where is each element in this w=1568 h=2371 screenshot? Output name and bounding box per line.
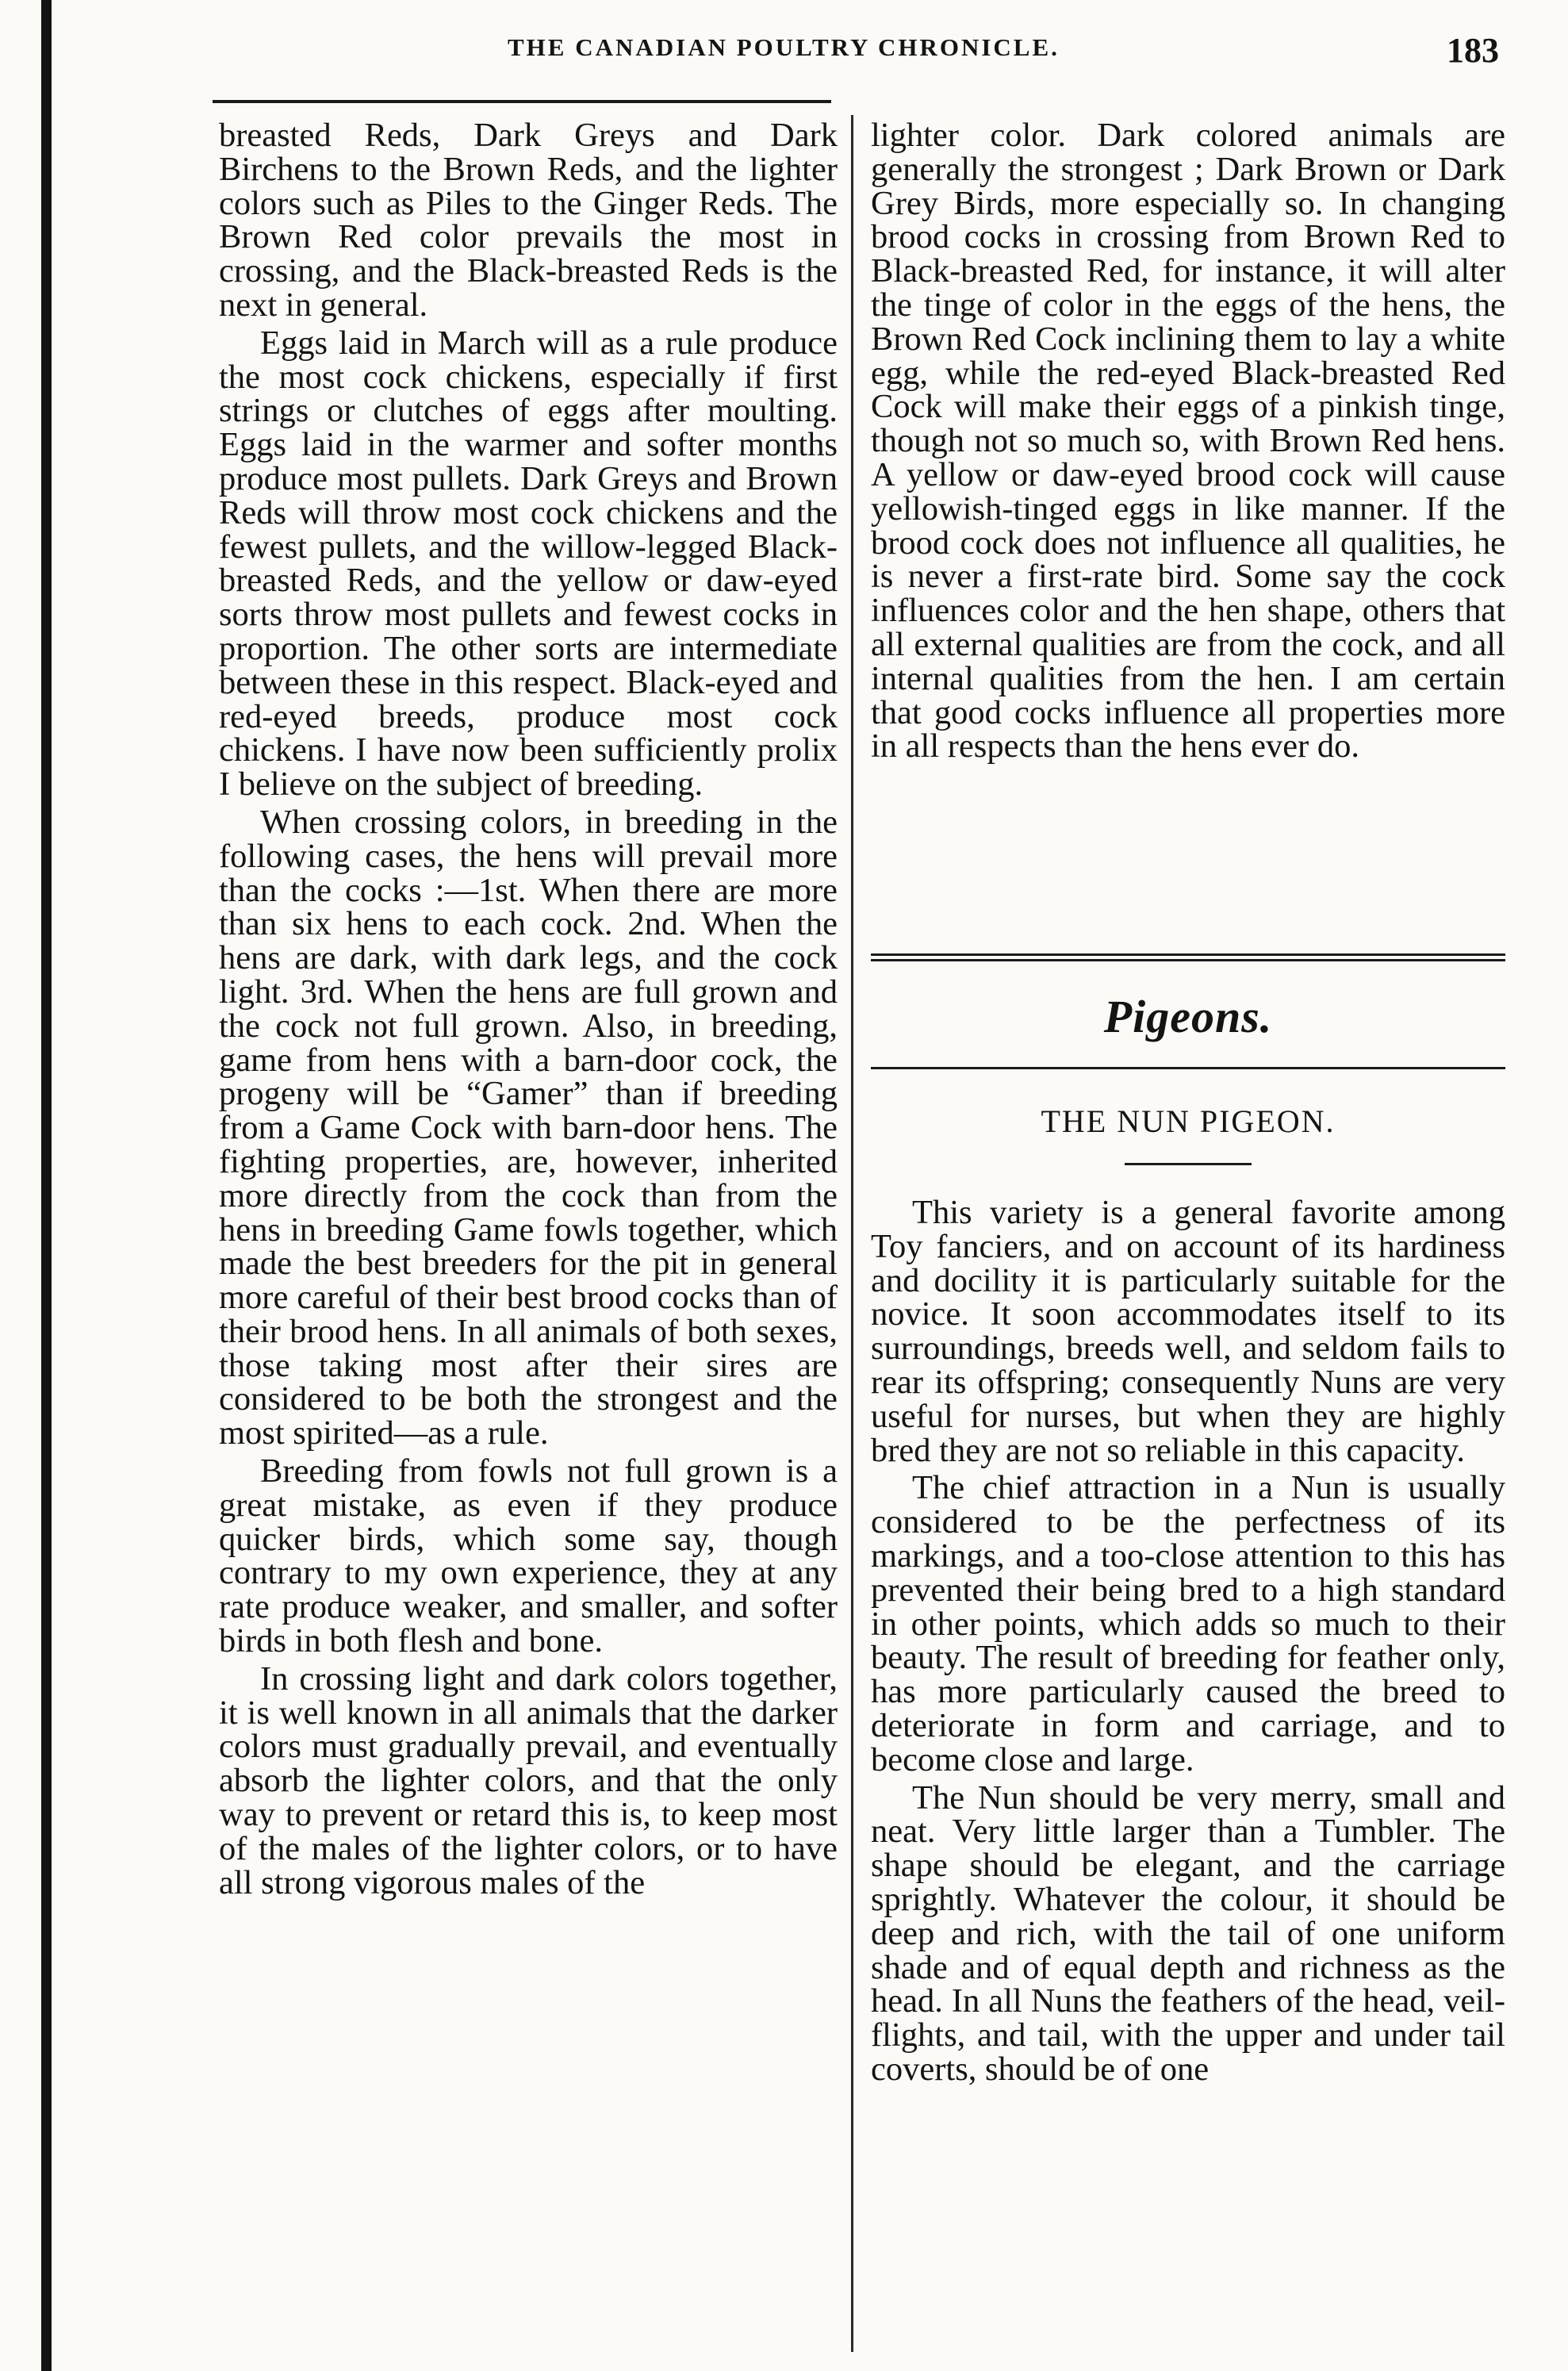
paragraph: The chief attraction in a Nun is usually considered to be the perfectness of its markings, and a too-close attention to this has prevented their being bred to a high standard in other points, which adds so much to their beauty. The result of breeding for feather only, has more particularly caused the breed to deteriorate in form and carriage, and to become close and large. [871,1469,1505,1778]
section-rule [871,1067,1505,1069]
paragraph: In crossing light and dark colors together, it is well known in all animals that the darker colors must gradually prevail, and eventually absorb the lighter colors, and that the only way to prevent or retard this is, to keep most of the males of the lighter colors, or to have all strong vigorous males of the [219,1659,838,1901]
paragraph: Breeding from fowls not full grown is a great mistake, as even if they produce quicker birds, which some say, though contrary to my own experience, they at any rate produce weaker, and smaller, and softer birds in both flesh and bone. [219,1452,838,1660]
left-column [219,119,838,1900]
right-column-top [871,119,1505,764]
section-double-rule [871,953,1505,961]
paragraph: Eggs laid in March will as a rule produce the most cock chickens, especially if first strings or clutches of eggs after moulting. Eggs laid in the warmer and softer months produce most pullets. Dark Greys and Brown Reds will throw most cock chickens and the fewest pullets, and the willow-legged Black-breasted Reds, and the yellow or daw-eyed sorts throw most pullets and fewest cocks in proportion. The other sorts are intermediate between these in this respect. Black-eyed and red-eyed breeds, produce most cock chickens. I have now been sufficiently prolix I believe on the subject of breeding. [219,324,838,804]
masthead: THE CANADIAN POULTRY CHRONICLE. [508,33,1060,61]
header-rule [213,100,831,103]
paragraph: breasted Reds, Dark Greys and Dark Birchens to the Brown Reds, and the lighter colors such as Piles to the Ginger Reds. The Brown Red color prevails the most in crossing, and the Black-breasted Reds is the next in general. [219,117,838,324]
paragraph: When crossing colors, in breeding in the following cases, the hens will prevail more than the cocks :—1st. When there are more than six hens to each cock. 2nd. When the hens are dark, with dark legs, and the cock light. 3rd. When the hens are full grown and the cock not full grown. Also, in breeding, game from hens with a barn-door cock, the progeny will be “Gamer” than if breeding from a Game Cock with barn-door hens. The fighting properties, are, however, inherited more directly from the cock than from the hens in breeding Game fowls together, which made the best breeders for the pit in general more careful of their best brood cocks than of their brood hens. In all animals of both sexes, those taking most after their sires are considered to be both the strongest and the most spirited—as a rule. [219,803,838,1452]
page-header [508,30,1499,78]
column-divider [851,115,853,2352]
paragraph: lighter color. Dark colored animals are generally the strongest ; Dark Brown or Dark Grey Birds, more especially so. In changing brood cocks in crossing from Brown Red to Black-breasted Red, for instance, it will alter the tinge of color in the eggs of the hens, the Brown Red Cock inclining them to lay a white egg, while the red-eyed Black-breasted Red Cock will make their eggs of a pinkish tinge, though not so much so, with Brown Red hens. A yellow or daw-eyed brood cock will cause yellowish-tinged eggs in like manner. If the brood cock does not influence all qualities, he is never a first-rate bird. Some say the cock influences color and the hen shape, others that all external qualities are from the cock, and all internal qualities from the hen. I am certain that good cocks influence all properties more in all respects than the hens ever do. [871,117,1505,765]
right-column-bottom [871,1196,1505,2087]
article-title-rule [1125,1163,1252,1165]
paragraph: This variety is a general favorite among Toy fanciers, and on account of its hardiness and docility it is particularly suitable for the novice. It soon accommodates itself to its surroundings, breeds well, and seldom fails to rear its offspring; consequently Nuns are very useful for nurses, but when they are highly bred they are not so reliable in this capacity. [871,1194,1505,1469]
article-title: THE NUN PIGEON. [1041,1103,1336,1139]
page-binding-edge [41,0,52,2371]
paragraph: The Nun should be very merry, small and neat. Very little larger than a Tumbler. The shape should be elegant, and the carriage sprightly. Whatever the colour, it should be deep and rich, with the tail of one uniform shade and of equal depth and richness as the head. In all Nuns the feathers of the head, veil-flights, and tail, with the upper and under tail coverts, should be of one [871,1778,1505,2088]
section-title: Pigeons. [1103,991,1273,1042]
page-number: 183 [1447,31,1499,70]
